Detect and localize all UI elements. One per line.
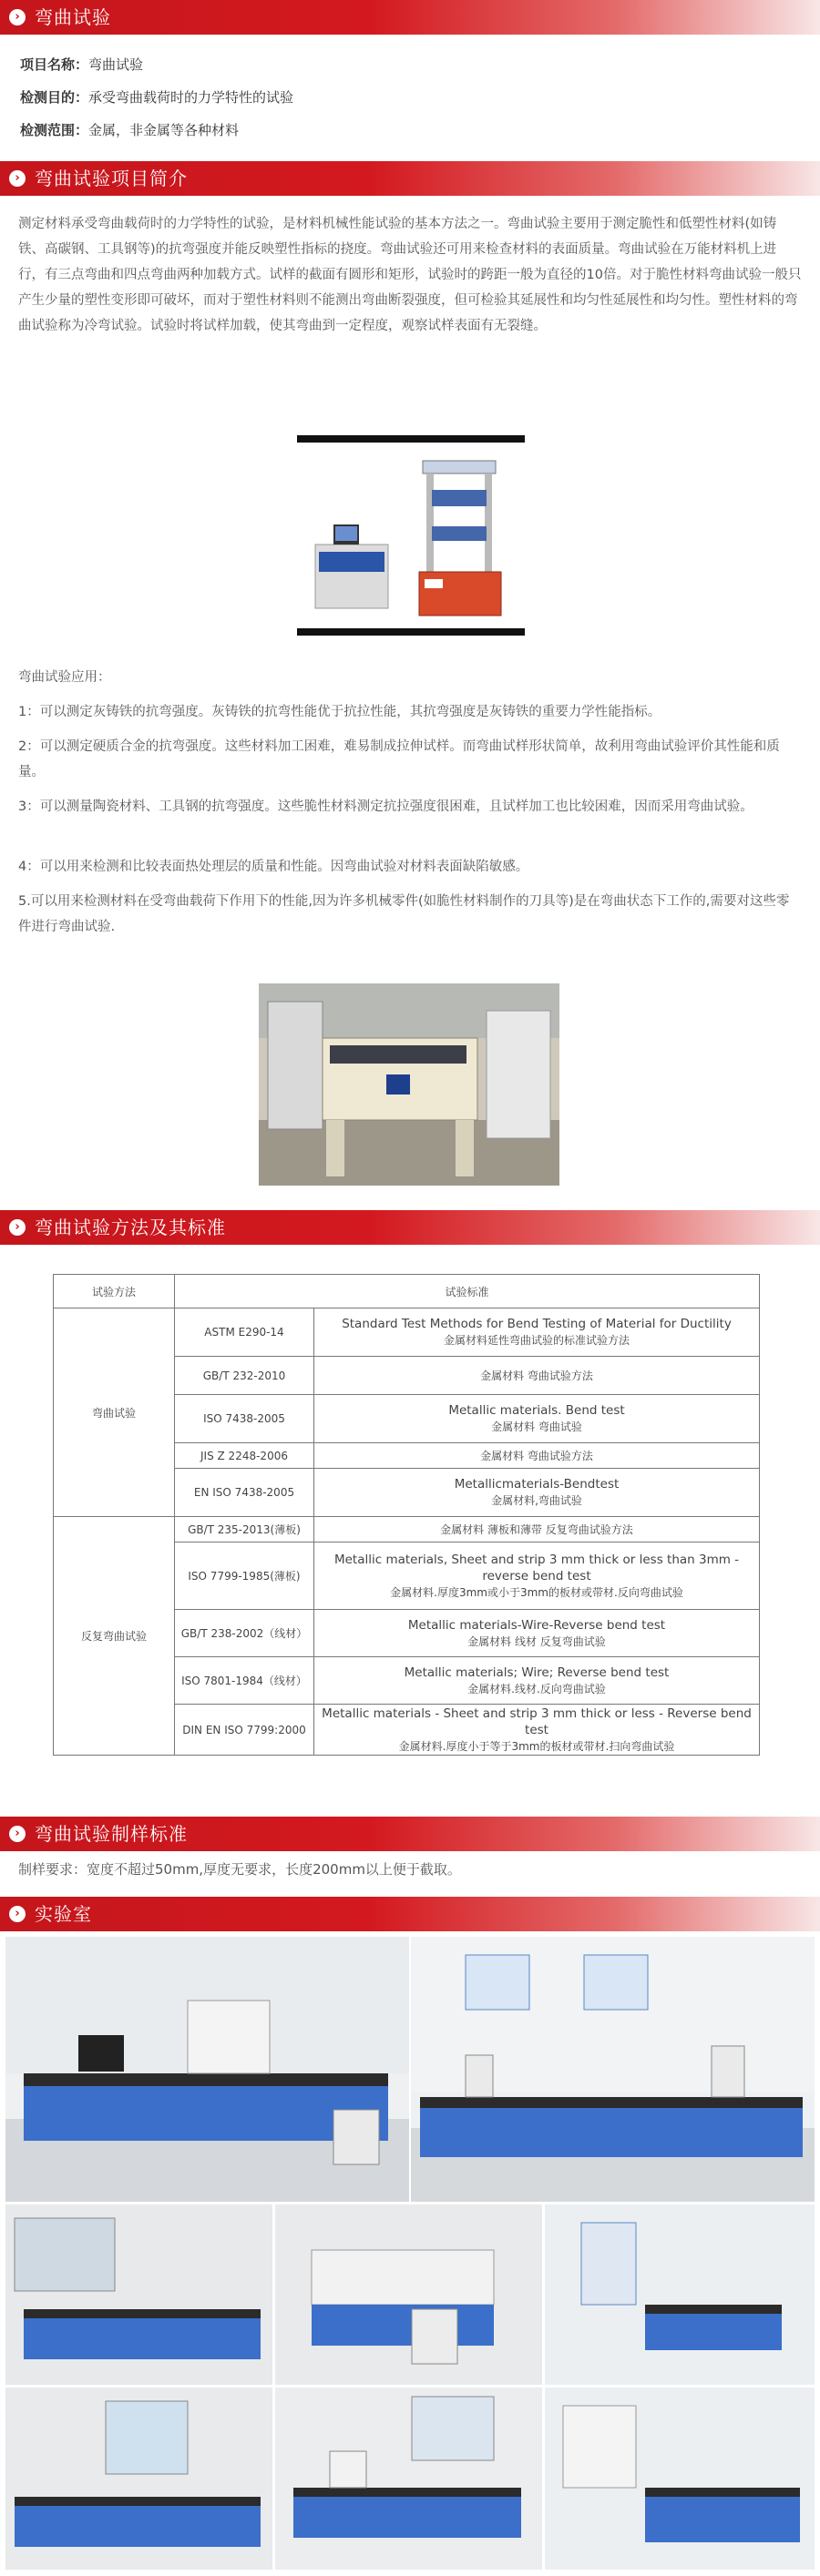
table-header-cell: 试验方法 xyxy=(54,1275,175,1308)
section-title: 实验室 xyxy=(35,1903,92,1925)
section-title: 弯曲试验 xyxy=(35,6,111,28)
arrow-right-icon: › xyxy=(9,170,26,187)
standard-code: ISO 7799-1985(薄板) xyxy=(175,1543,314,1610)
application-item-1: 1：可以测定灰铸铁的抗弯强度。灰铸铁的抗弯性能优于抗拉性能，其抗弯强度是灰铸铁的重要力学性能指标。 xyxy=(18,705,661,719)
arrow-right-icon: › xyxy=(9,1219,26,1236)
standard-code: ASTM E290-14 xyxy=(175,1308,314,1357)
intro-paragraph: 测定材料承受弯曲载荷时的力学特性的试验，是材料机械性能试验的基本方法之一。弯曲试验主要用于测定脆性和低塑性材料(如铸铁、高碳钢、工具钢等)的抗弯强度并能反映塑性指标的挠度。弯曲试验还可用来检查材料的表面质量。弯曲试验在万能材料机上进行，有三点弯曲和四点弯曲两种加载方式。试样的截面有圆形和矩形，试验时的跨距一般为直径的10倍。对于脆性材料弯曲试验一般只产生少量的塑性变形即可破坏，而对于塑性材料则不能测出弯曲断裂强度，但可检验其延展性和均匀性延展性和均匀性。塑性材料的弯曲试验称为冷弯试验。试验时将试样加载，使其弯曲到一定程度，观察试样表面有无裂缝。 xyxy=(18,217,802,333)
standard-desc: 金属材料 弯曲试验方法 xyxy=(314,1443,760,1469)
arrow-right-icon: › xyxy=(9,9,26,25)
section-header-intro xyxy=(0,161,820,196)
standard-code: JIS Z 2248-2006 xyxy=(175,1443,314,1469)
sample-requirement: 制样要求：宽度不超过50mm,厚度无要求，长度200mm以上便于截取。 xyxy=(18,1861,461,1878)
standard-desc: 金属材料 弯曲试验方法 xyxy=(314,1357,760,1395)
testing-machine-image xyxy=(297,435,525,636)
table-row xyxy=(54,1517,760,1543)
application-item-2: 2：可以测定硬质合金的抗弯强度。这些材料加工困难，难易制成拉伸试样。而弯曲试样形状简单，故利用弯曲试验评价其性能和质量。 xyxy=(18,739,780,779)
standard-code: EN ISO 7438-2005 xyxy=(175,1469,314,1517)
info-project-name: 项目名称：弯曲试验 xyxy=(20,56,144,73)
section-header-bend-test xyxy=(0,0,820,35)
standard-desc: Metallic materials; Wire; Reverse bend test 金属材料.线材.反向弯曲试验 xyxy=(314,1657,760,1705)
lab-photo-2 xyxy=(411,1937,815,2202)
standard-desc: Standard Test Methods for Bend Testing of Material for Ductility 金属材料延性弯曲试验的标准试验方法 xyxy=(314,1308,760,1357)
lab-photo-6 xyxy=(5,2388,272,2570)
lab-photo-1 xyxy=(5,1937,409,2202)
arrow-right-icon: › xyxy=(9,1826,26,1842)
standard-code: ISO 7438-2005 xyxy=(175,1395,314,1443)
application-item-4: 4：可以用来检测和比较表面热处理层的质量和性能。因弯曲试验对材料表面缺陷敏感。 xyxy=(18,860,529,874)
lab-photo-8 xyxy=(545,2388,815,2570)
standard-code: GB/T 235-2013(薄板) xyxy=(175,1517,314,1543)
method-cell: 弯曲试验 xyxy=(54,1308,175,1517)
application-item-5: 5.可以用来检测材料在受弯曲载荷下作用下的性能,因为许多机械零件(如脆性材料制作的刀具等)是在弯曲状态下工作的,需要对这些零件进行弯曲试验. xyxy=(18,894,790,934)
standard-code: GB/T 238-2002（线材） xyxy=(175,1610,314,1657)
standard-code: DIN EN ISO 7799:2000 xyxy=(175,1705,314,1756)
standard-desc: Metallic materials - Sheet and strip 3 mm thick or less - Reverse bend test 金属材料.厚度小于等于3mm的板材或带材.扫向弯曲试验 xyxy=(314,1705,760,1756)
section-title: 弯曲试验方法及其标准 xyxy=(35,1217,226,1238)
lab-photo-4 xyxy=(275,2204,542,2385)
lab-photo-5 xyxy=(545,2204,815,2385)
section-header-laboratory xyxy=(0,1897,820,1931)
standard-code: ISO 7801-1984（线材） xyxy=(175,1657,314,1705)
lab-photo-3 xyxy=(5,2204,272,2385)
standard-desc: Metallic materials, Sheet and strip 3 mm thick or less than 3mm - reverse bend test 金属材料.厚度3mm或小于3mm的板材或带材.反向弯曲试验 xyxy=(314,1543,760,1610)
standard-code: GB/T 232-2010 xyxy=(175,1357,314,1395)
standard-desc: Metallicmaterials-Bendtest 金属材料,弯曲试验 xyxy=(314,1469,760,1517)
table-row xyxy=(54,1308,760,1357)
standards-table xyxy=(53,1274,760,1756)
info-scope: 检测范围：金属，非金属等各种材料 xyxy=(20,122,240,138)
standard-desc: 金属材料 薄板和薄带 反复弯曲试验方法 xyxy=(314,1517,760,1543)
info-purpose: 检测目的：承受弯曲载荷时的力学特性的试验 xyxy=(20,89,294,106)
standard-desc: Metallic materials. Bend test 金属材料 弯曲试验 xyxy=(314,1395,760,1443)
section-header-standards xyxy=(0,1210,820,1245)
arrow-right-icon: › xyxy=(9,1906,26,1922)
bend-tester-image xyxy=(259,983,559,1186)
applications-title: 弯曲试验应用： xyxy=(18,670,111,685)
section-title: 弯曲试验制样标准 xyxy=(35,1823,188,1845)
method-cell: 反复弯曲试验 xyxy=(54,1517,175,1756)
section-header-sample-std xyxy=(0,1817,820,1851)
standard-desc: Metallic materials-Wire-Reverse bend test 金属材料 线材 反复弯曲试验 xyxy=(314,1610,760,1657)
application-item-3: 3：可以测量陶瓷材料、工具钢的抗弯强度。这些脆性材料测定抗拉强度很困难，且试样加工也比较困难，因而采用弯曲试验。 xyxy=(18,799,753,814)
lab-photo-7 xyxy=(275,2388,542,2570)
table-header-cell: 试验标准 xyxy=(175,1275,760,1308)
table-header-row xyxy=(54,1275,760,1308)
section-title: 弯曲试验项目简介 xyxy=(35,168,188,189)
